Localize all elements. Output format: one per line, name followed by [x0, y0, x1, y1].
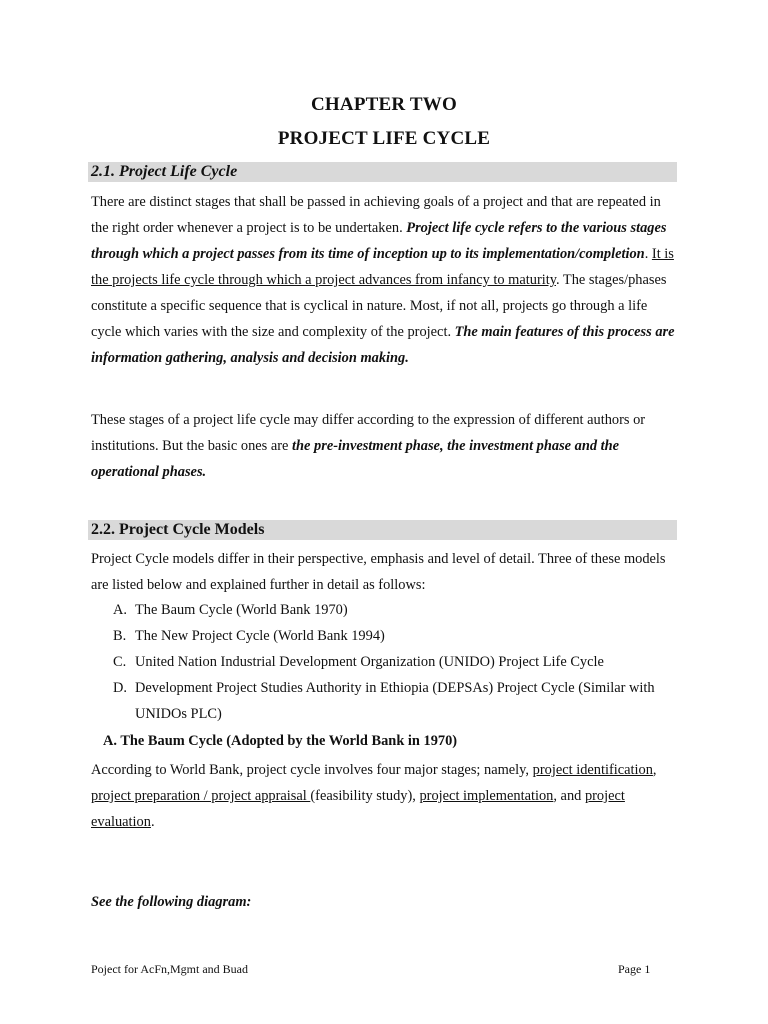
section-heading: 2.2. Project Cycle Models	[91, 521, 265, 538]
paragraph-baum-cycle	[91, 757, 681, 835]
list-item	[113, 675, 673, 727]
text-run: According to World Bank, project cycle involves four major stages; namely,	[91, 762, 533, 778]
section-heading-bar	[88, 520, 677, 540]
diagram-note-text: See the following diagram:	[91, 894, 252, 910]
diagram-note	[91, 889, 681, 915]
page-title: PROJECT LIFE CYCLE	[277, 128, 491, 149]
text-run: .	[644, 246, 652, 262]
models-list	[113, 597, 673, 727]
chapter-label: CHAPTER TWO	[311, 94, 457, 115]
list-letter: B.	[113, 628, 127, 644]
paragraph-stages	[91, 407, 681, 485]
text-run: .	[150, 814, 155, 830]
list-letter: A.	[113, 602, 127, 618]
section-heading-bar	[88, 162, 677, 182]
list-item	[113, 623, 673, 649]
underlined-text: project evaluation	[91, 788, 625, 830]
section-heading: 2.1. Project Life Cycle	[91, 163, 238, 180]
list-item-text: The New Project Cycle (World Bank 1994)	[135, 628, 385, 644]
text-run: , and	[553, 788, 585, 804]
emphasis-phases: the pre-investment phase, the investment phase and the operational phases.	[91, 438, 620, 480]
footer-course: Poject for AcFn,Mgmt and Buad	[91, 962, 248, 976]
text-run: ,	[652, 762, 657, 778]
text-run: There are distinct stages that shall be passed in achieving goals of a project and that are repeated in the right order whenever a project is to be undertaken.	[91, 194, 661, 236]
list-item	[113, 597, 673, 623]
paragraph-life-cycle	[91, 189, 681, 371]
paragraph-models-intro: Project Cycle models differ in their perspective, emphasis and level of detail. Three of these models are listed below and explained further in detail as follows:	[91, 551, 666, 593]
underlined-text: It is the projects life cycle through which a project advances from infancy to maturity	[91, 246, 674, 288]
list-item	[113, 649, 673, 675]
list-item-text: The Baum Cycle (World Bank 1970)	[135, 602, 348, 618]
list-letter: C.	[113, 654, 127, 670]
list-letter: D.	[113, 680, 127, 696]
underlined-text: project preparation / project appraisal	[91, 788, 311, 804]
page-number: Page 1	[618, 962, 651, 976]
subsection-heading: A. The Baum Cycle (Adopted by the World Bank in 1970)	[103, 733, 458, 749]
text-run: . The stages/phases constitute a specific sequence that is cyclical in nature. Most, if not all, projects go through a life cycle which varies with the size and complexity of the project.	[91, 272, 667, 340]
underlined-text: project identification	[532, 762, 653, 778]
emphasis-definition: Project life cycle refers to the various stages through which a project passes from its time of inception up to its implementation/completion	[91, 220, 667, 262]
text-run: These stages of a project life cycle may differ according to the expression of different authors or institutions. But the basic ones are	[91, 412, 646, 454]
text-run: (feasibility study),	[310, 788, 420, 804]
list-item-text: Development Project Studies Authority in Ethiopia (DEPSAs) Project Cycle (Similar with UNIDOs PLC)	[135, 680, 655, 722]
underlined-text: project implementation	[419, 788, 554, 804]
emphasis-features: The main features of this process are information gathering, analysis and decision making.	[91, 324, 675, 366]
list-item-text: United Nation Industrial Development Organization (UNIDO) Project Life Cycle	[135, 654, 604, 670]
